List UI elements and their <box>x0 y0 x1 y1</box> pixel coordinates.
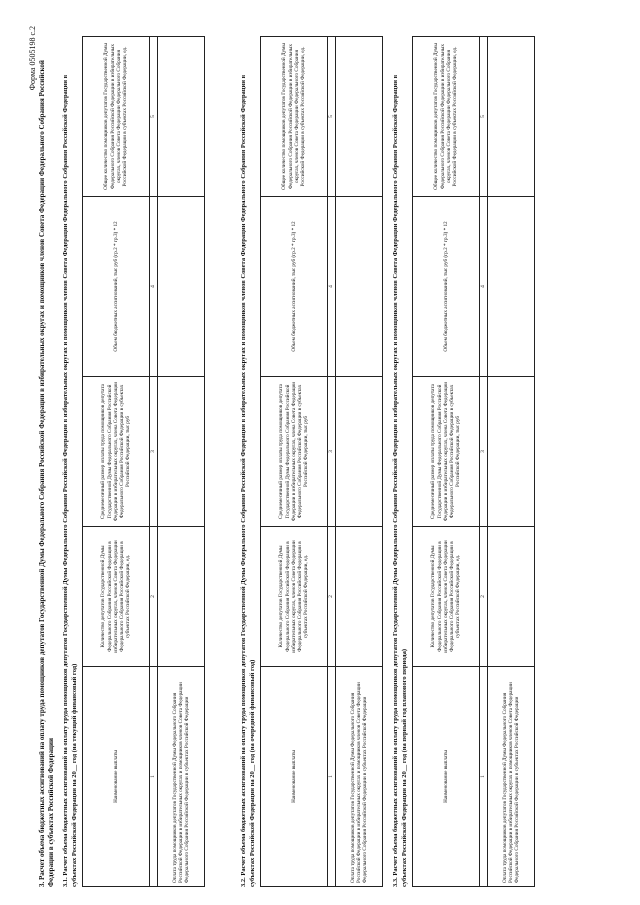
column-number: 5 <box>328 37 336 197</box>
column-number: 1 <box>328 667 336 887</box>
value-cell[interactable] <box>488 377 535 527</box>
header-cell: Наименование выплаты <box>261 667 328 887</box>
header-cell: Количество депутатов Государственной Думы Федерального Собрания Российской Федерации в избирательных округах, членов Совета Федерации Федерального Собрания Российской Федерации в субъектах Российской Федерации, ед. <box>413 527 480 667</box>
value-cell[interactable] <box>158 527 205 667</box>
table-row <box>488 37 535 887</box>
column-number: 3 <box>150 377 158 527</box>
header-row <box>413 37 480 887</box>
column-number: 4 <box>328 197 336 377</box>
header-cell: Объем бюджетных ассигнований, тыс руб (гр.2 * гр.3) * 12 <box>413 197 480 377</box>
header-cell: Наименование выплаты <box>413 667 480 887</box>
header-cell: Общее количество помощников депутатов Государственной Думы Федерального Собрания Российской Федерации в избирательных округах, членов Совета Федерации Федерального Собрания Российской Федерации в субъектах Российской Федерации, ед. <box>413 37 480 197</box>
section-1-table <box>82 36 205 887</box>
row-label: Оплата труда помощников депутатов Государственной Думы Федерального Собрания Российской Федерации в избирательных округах и помощников членов Совета Федерации Федерального Собрания Российской Федерации в субъектах Российской Федерации <box>158 667 205 887</box>
table-row <box>158 37 205 887</box>
header-row <box>261 37 328 887</box>
header-row <box>83 37 150 887</box>
value-cell[interactable] <box>158 377 205 527</box>
value-cell[interactable] <box>488 527 535 667</box>
row-label: Оплата труда помощников депутатов Государственной Думы Федерального Собрания Российской Федерации в избирательных округах и помощников членов Совета Федерации Федерального Собрания Российской Федерации в субъектах Российской Федерации <box>336 667 383 887</box>
column-number: 2 <box>480 527 488 667</box>
row-label: Оплата труда помощников депутатов Государственной Думы Федерального Собрания Российской Федерации в избирательных округах и помощников членов Совета Федерации Федерального Собрания Российской Федерации в субъектах Российской Федерации <box>488 667 535 887</box>
header-cell: Среднемесячный размер оплаты труда помощников депутата Государственной Думы Федерального Собрания Российской Федерации в избирательных округах, члена Совета Федерации Федерального Собрания Российской Федерации в субъектах Российской Федерации, тыс руб <box>83 377 150 527</box>
column-number: 3 <box>328 377 336 527</box>
header-cell: Общее количество помощников депутатов Государственной Думы Федерального Собрания Российской Федерации в избирательных округах, членов Совета Федерации Федерального Собрания Российской Федерации в субъектах Российской Федерации, ед. <box>83 37 150 197</box>
value-cell[interactable] <box>336 37 383 197</box>
column-number: 1 <box>150 667 158 887</box>
column-number-row <box>150 37 158 887</box>
column-number-row <box>480 37 488 887</box>
header-cell: Среднемесячный размер оплаты труда помощников депутата Государственной Думы Федерального Собрания Российской Федерации в избирательных округах, члена Совета Федерации Федерального Собрания Российской Федерации в субъектах Российской Федерации, тыс руб <box>413 377 480 527</box>
section-2-table <box>260 36 383 887</box>
column-number: 4 <box>480 197 488 377</box>
value-cell[interactable] <box>336 197 383 377</box>
header-cell: Количество депутатов Государственной Думы Федерального Собрания Российской Федерации в избирательных округах, членов Совета Федерации Федерального Собрания Российской Федерации в субъектах Российской Федерации, ед. <box>83 527 150 667</box>
header-cell: Общее количество помощников депутатов Государственной Думы Федерального Собрания Российской Федерации в избирательных округах, членов Совета Федерации Федерального Собрания Российской Федерации в субъектах Российской Федерации, ед. <box>261 37 328 197</box>
section-3-title: 3.3. Расчет объема бюджетных ассигнований на оплату труда помощников депутатов Государственной Думы Федерального Собрания Российской Федерации в избирательных округах и помощников членов Совета Федерации Федерального Собрания Российской Федерации в субъектах Российской Федерации на 20__ год (на первый год планового периода) <box>392 74 408 887</box>
value-cell[interactable] <box>336 377 383 527</box>
column-number: 4 <box>150 197 158 377</box>
column-number: 2 <box>150 527 158 667</box>
value-cell[interactable] <box>158 37 205 197</box>
column-number: 5 <box>150 37 158 197</box>
column-number: 1 <box>480 667 488 887</box>
main-title: 3. Расчет объема бюджетных ассигнований на оплату труда помощников депутатов Государственной Думы Федерального Собрания Российской Федерации в избирательных округах и помощников членов Совета Федерации Федерального Собрания Российской Федерации в субъектах Российской Федерации <box>38 60 55 887</box>
header-cell: Объем бюджетных ассигнований, тыс руб (гр.2 * гр.3) * 12 <box>83 197 150 377</box>
table-row <box>336 37 383 887</box>
value-cell[interactable] <box>158 197 205 377</box>
header-cell: Наименование выплаты <box>83 667 150 887</box>
value-cell[interactable] <box>488 37 535 197</box>
section-2-title: 3.2. Расчет объема бюджетных ассигнований на оплату труда помощников депутатов Государственной Думы Федерального Собрания Российской Федерации в избирательных округах и помощников членов Совета Федерации Федерального Собрания Российской Федерации в субъектах Российской Федерации на 20__ год (на очередной финансовый год) <box>240 74 256 887</box>
header-cell: Объем бюджетных ассигнований, тыс руб (гр.2 * гр.3) * 12 <box>261 197 328 377</box>
header-cell: Количество депутатов Государственной Думы Федерального Собрания Российской Федерации в избирательных округах, членов Совета Федерации Федерального Собрания Российской Федерации в субъектах Российской Федерации, ед. <box>261 527 328 667</box>
column-number-row <box>328 37 336 887</box>
column-number: 5 <box>480 37 488 197</box>
section-3-table <box>412 36 535 887</box>
form-code: Форма 0505198 с.2 <box>28 26 37 91</box>
section-1-title: 3.1. Расчет объема бюджетных ассигнований на оплату труда помощников депутатов Государственной Думы Федерального Собрания Российской Федерации в избирательных округах и помощников членов Совета Федерации Федерального Собрания Российской Федерации в субъектах Российской Федерации на 20__ год (на текущий финансовый год) <box>62 74 78 887</box>
column-number: 2 <box>328 527 336 667</box>
column-number: 3 <box>480 377 488 527</box>
value-cell[interactable] <box>336 527 383 667</box>
header-cell: Среднемесячный размер оплаты труда помощников депутата Государственной Думы Федерального Собрания Российской Федерации в избирательных округах, члена Совета Федерации Федерального Собрания Российской Федерации в субъектах Российской Федерации, тыс руб <box>261 377 328 527</box>
value-cell[interactable] <box>488 197 535 377</box>
